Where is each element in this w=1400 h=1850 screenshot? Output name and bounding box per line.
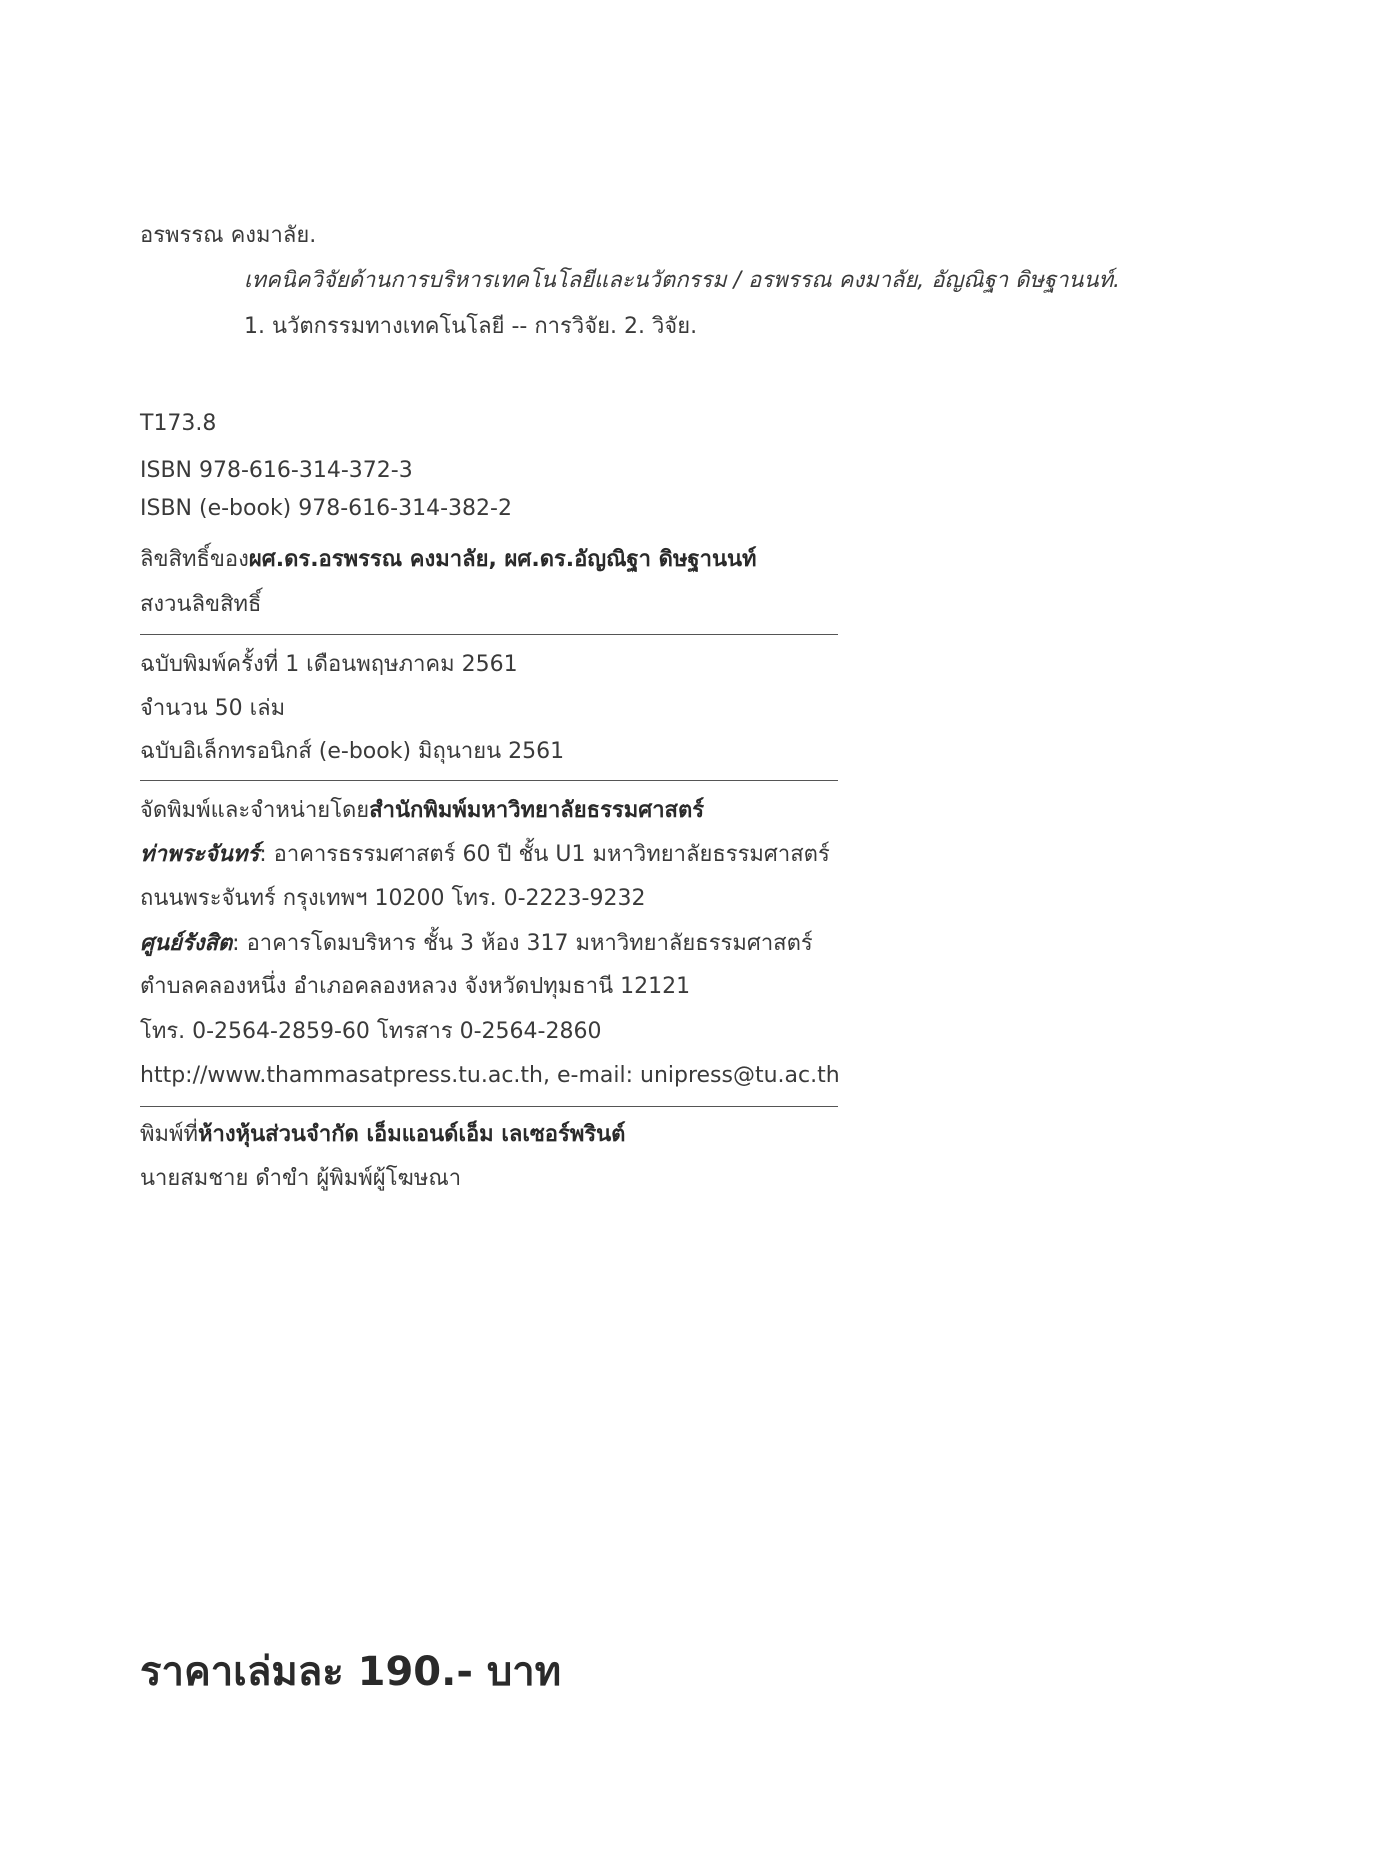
printer-name: ห้างหุ้นส่วนจำกัด เอ็มแอนด์เอ็ม เลเซอร์พรินต์ xyxy=(198,1122,626,1147)
subject-headings: 1. นวัตกรรมทางเทคโนโลยี -- การวิจัย. 2. วิจัย. xyxy=(244,314,698,339)
print-run: จำนวน 50 เล่ม xyxy=(140,696,286,721)
printer-owner: นายสมชาย ดำขำ ผู้พิมพ์ผู้โฆษณา xyxy=(140,1166,462,1191)
price: ราคาเล่มละ 190.- บาท xyxy=(140,1649,562,1695)
copyright-line xyxy=(140,545,757,575)
title-statement: เทคนิควิจัยด้านการบริหารเทคโนโลยีและนวัตกรรม / อรพรรณ คงมาลัย, อัญณิฐา ดิษฐานนท์. xyxy=(244,268,1120,293)
rangsit-building: : อาคารโดมบริหาร ชั้น 3 ห้อง 317 มหาวิทยาลัยธรรมศาสตร์ xyxy=(232,931,813,956)
isbn-print: ISBN 978-616-314-372-3 xyxy=(140,458,413,483)
publisher-line xyxy=(140,796,704,826)
first-print-edition: ฉบับพิมพ์ครั้งที่ 1 เดือนพฤษภาคม 2561 xyxy=(140,652,518,677)
copyright-holders: ผศ.ดร.อรพรรณ คงมาลัย, ผศ.ดร.อัญณิฐา ดิษฐานนท์ xyxy=(248,547,757,572)
isbn-ebook: ISBN (e-book) 978-616-314-382-2 xyxy=(140,496,512,521)
rights-reserved: สงวนลิขสิทธิ์ xyxy=(140,592,262,617)
rangsit-label: ศูนย์รังสิต xyxy=(140,931,233,956)
web-email: http://www.thammasatpress.tu.ac.th, e-mail: unipress@tu.ac.th xyxy=(140,1063,840,1088)
publisher-prefix: จัดพิมพ์และจำหน่ายโดย xyxy=(140,798,370,823)
rangsit-locality: ตำบลคลองหนึ่ง อำเภอคลองหลวง จังหวัดปทุมธานี 12121 xyxy=(140,974,691,999)
ebook-edition: ฉบับอิเล็กทรอนิกส์ (e-book) มิถุนายน 2561 xyxy=(140,739,565,764)
tha-phra-chan-street: ถนนพระจันทร์ กรุงเทพฯ 10200 โทร. 0-2223-9232 xyxy=(140,886,646,911)
phone-fax: โทร. 0-2564-2859-60 โทรสาร 0-2564-2860 xyxy=(140,1019,602,1044)
divider xyxy=(140,780,838,781)
divider xyxy=(140,634,838,635)
tha-phra-chan-building: : อาคารธรรมศาสตร์ 60 ปี ชั้น U1 มหาวิทยาลัยธรรมศาสตร์ xyxy=(259,842,830,867)
tha-phra-chan-label: ท่าพระจันทร์ xyxy=(140,842,260,867)
copyright-prefix: ลิขสิทธิ์ของ xyxy=(140,547,249,572)
tha-phra-chan-address xyxy=(140,840,830,870)
printer-prefix: พิมพ์ที่ xyxy=(140,1122,199,1147)
rangsit-address xyxy=(140,929,813,959)
printer-line xyxy=(140,1120,625,1150)
classification-number: T173.8 xyxy=(140,411,217,436)
author-heading: อรพรรณ คงมาลัย. xyxy=(140,223,317,248)
divider xyxy=(140,1106,838,1107)
publisher-name: สำนักพิมพ์มหาวิทยาลัยธรรมศาสตร์ xyxy=(369,798,705,823)
